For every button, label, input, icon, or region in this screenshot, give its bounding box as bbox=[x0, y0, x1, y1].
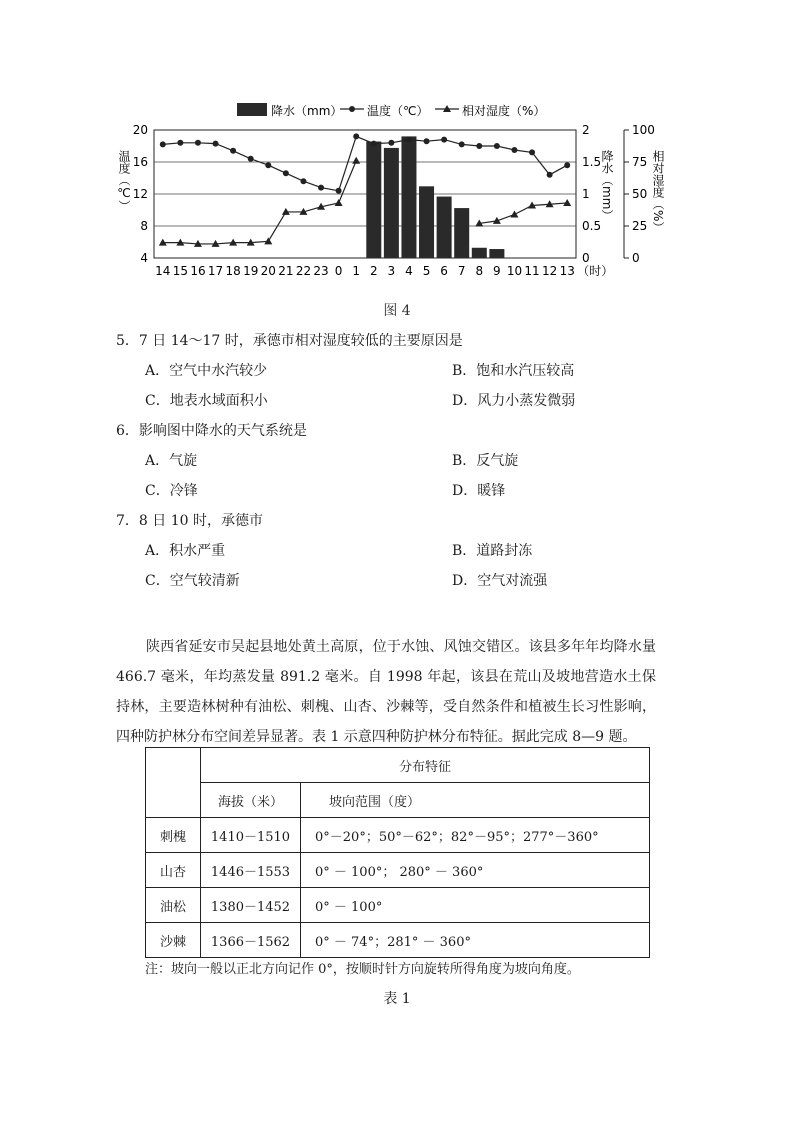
x-tick-label: 10 bbox=[506, 264, 523, 278]
distribution-table bbox=[145, 747, 650, 958]
y-left-tick-label: 4 bbox=[140, 251, 148, 265]
temperature-point bbox=[371, 141, 377, 147]
x-tick-label: 14 bbox=[155, 264, 171, 278]
temperature-point bbox=[177, 140, 183, 146]
table-caption: 表 1 bbox=[383, 991, 411, 1007]
x-axis-suffix: （时） bbox=[577, 264, 614, 278]
y-mid-tick-label: 1 bbox=[582, 187, 590, 201]
tree-name: 山杏 bbox=[146, 853, 201, 888]
table-note: 注：坡向一般以正北方向记作 0°，按顺时针方向旋转所得角度为坡向角度。 bbox=[145, 962, 580, 977]
tree-name: 油松 bbox=[146, 888, 201, 923]
x-tick-label: 8 bbox=[475, 264, 484, 278]
temperature-point bbox=[388, 140, 394, 146]
q5-option-b: B．饱和水汽压较高 bbox=[452, 363, 575, 379]
table-row bbox=[146, 853, 650, 888]
y-right-tick-label: 50 bbox=[632, 187, 648, 201]
slope-range: 0° － 100°； 280° － 360° bbox=[301, 853, 650, 888]
temperature-point bbox=[248, 156, 254, 162]
table-row bbox=[146, 818, 650, 853]
x-tick-label: 22 bbox=[295, 264, 312, 278]
temperature-point bbox=[441, 137, 447, 143]
y-mid-tick-label: 0.5 bbox=[582, 219, 602, 233]
precip-bar bbox=[366, 142, 381, 258]
x-tick-label: 4 bbox=[405, 264, 413, 278]
legend-humid-label: 相对湿度（%） bbox=[462, 104, 546, 118]
q6-option-b: B．反气旋 bbox=[452, 453, 519, 469]
legend bbox=[237, 103, 545, 118]
x-tick-label: 3 bbox=[387, 264, 396, 278]
precip-bar bbox=[472, 248, 487, 258]
temperature-point bbox=[318, 185, 324, 191]
temperature-point bbox=[213, 141, 219, 147]
altitude-range: 1410－1510 bbox=[201, 818, 301, 853]
q5-option-d: D．风力小蒸发微弱 bbox=[452, 393, 576, 409]
table-row bbox=[146, 923, 650, 958]
humidity-line bbox=[163, 161, 356, 244]
table-col-slope: 坡向范围（度） bbox=[301, 783, 650, 818]
x-tick-label: 21 bbox=[278, 264, 294, 278]
y-right-tick-label: 25 bbox=[632, 219, 648, 233]
y-right-tick-label: 100 bbox=[632, 123, 655, 137]
y-mid-tick-label: 1.5 bbox=[582, 155, 602, 169]
altitude-range: 1366－1562 bbox=[201, 923, 301, 958]
altitude-range: 1446－1553 bbox=[201, 853, 301, 888]
x-tick-label: 23 bbox=[313, 264, 329, 278]
q6-option-a: A．气旋 bbox=[145, 453, 198, 469]
temperature-point bbox=[424, 138, 430, 144]
x-tick-label: 11 bbox=[524, 264, 540, 278]
precip-bar bbox=[384, 148, 399, 258]
x-tick-label: 12 bbox=[541, 264, 558, 278]
x-tick-label: 20 bbox=[260, 264, 276, 278]
y-mid-tick-label: 2 bbox=[582, 123, 590, 137]
table-row bbox=[146, 888, 650, 923]
q7-option-c: C．空气较清新 bbox=[145, 573, 240, 589]
x-tick-label: 0 bbox=[334, 264, 343, 278]
y-right-tick-label: 75 bbox=[632, 155, 648, 169]
precip-bar bbox=[437, 197, 452, 258]
q6-option-c: C．冷锋 bbox=[145, 483, 198, 499]
precip-bar bbox=[419, 186, 434, 258]
x-tick-label: 5 bbox=[422, 264, 431, 278]
question-7-stem: 7．8 日 10 时，承德市 bbox=[116, 513, 263, 529]
temperature-point bbox=[353, 133, 359, 139]
temperature-line bbox=[163, 136, 567, 190]
precip-bar bbox=[401, 136, 416, 258]
temperature-point bbox=[494, 143, 500, 149]
question-5-stem: 5．7 日 14～17 时，承德市相对湿度较低的主要原因是 bbox=[116, 333, 463, 349]
legend-precip-label: 降水（mm） bbox=[271, 104, 343, 118]
temperature-point bbox=[406, 137, 412, 143]
precip-bar bbox=[489, 249, 504, 258]
x-tick-label: 2 bbox=[369, 264, 378, 278]
x-tick-label: 16 bbox=[190, 264, 206, 278]
q7-option-d: D．空气对流强 bbox=[452, 573, 548, 589]
temperature-point bbox=[476, 143, 482, 149]
altitude-range: 1380－1452 bbox=[201, 888, 301, 923]
q5-option-c: C．地表水域面积小 bbox=[145, 393, 268, 409]
y-right-tick-label: 0 bbox=[632, 251, 640, 265]
climate-chart bbox=[110, 96, 670, 286]
x-tick-label: 7 bbox=[457, 264, 466, 278]
x-tick-label: 13 bbox=[559, 264, 575, 278]
x-tick-label: 19 bbox=[243, 264, 259, 278]
humidity-point bbox=[563, 199, 571, 206]
slope-range: 0°－20°；50°－62°；82°－95°；277°－360° bbox=[301, 818, 650, 853]
humidity-line bbox=[479, 203, 567, 223]
q7-option-b: B．道路封冻 bbox=[452, 543, 533, 559]
y-mid-tick-label: 0 bbox=[582, 251, 590, 265]
table-group-header: 分布特征 bbox=[201, 748, 650, 783]
question-6-stem: 6．影响图中降水的天气系统是 bbox=[116, 423, 307, 439]
y-left-tick-label: 16 bbox=[132, 155, 148, 169]
temperature-point bbox=[511, 147, 517, 153]
slope-range: 0° － 74°；281° － 360° bbox=[301, 923, 650, 958]
legend-precip-swatch bbox=[237, 103, 267, 116]
temperature-point bbox=[529, 149, 535, 155]
tree-name: 沙棘 bbox=[146, 923, 201, 958]
legend-temp-label: 温度（℃） bbox=[367, 104, 429, 118]
x-tick-label: 18 bbox=[225, 264, 241, 278]
temperature-point bbox=[283, 170, 289, 176]
table-col-altitude: 海拔（米） bbox=[201, 783, 301, 818]
x-tick-label: 9 bbox=[493, 264, 501, 278]
humidity-point bbox=[352, 157, 360, 164]
temperature-point bbox=[160, 141, 166, 147]
x-tick-label: 17 bbox=[207, 264, 224, 278]
y-left-axis-title: 温度（℃） bbox=[117, 150, 131, 212]
x-tick-label: 1 bbox=[352, 264, 361, 278]
temperature-point bbox=[300, 178, 306, 184]
plot-area bbox=[117, 123, 665, 278]
q7-option-a: A．积水严重 bbox=[145, 543, 226, 559]
x-tick-label: 15 bbox=[172, 264, 189, 278]
figure-caption: 图 4 bbox=[383, 303, 411, 319]
y-left-tick-label: 8 bbox=[140, 219, 148, 233]
precip-bar bbox=[454, 208, 469, 258]
legend-temp-marker bbox=[349, 106, 355, 112]
temperature-point bbox=[336, 188, 342, 194]
y-left-tick-label: 12 bbox=[132, 187, 148, 201]
temperature-point bbox=[195, 140, 201, 146]
table-corner-cell bbox=[146, 748, 201, 818]
y-mid-axis-title: 降水（mm） bbox=[600, 150, 614, 222]
x-tick-label: 6 bbox=[440, 264, 448, 278]
y-right-axis-title: 相对湿度（%） bbox=[651, 150, 665, 234]
slope-range: 0° － 100° bbox=[301, 888, 650, 923]
tree-name: 刺槐 bbox=[146, 818, 201, 853]
y-left-tick-label: 20 bbox=[132, 123, 148, 137]
temperature-point bbox=[459, 141, 465, 147]
passage: 陕西省延安市吴起县地处黄土高原，位于水蚀、风蚀交错区。该县多年年均降水量 466.7 毫米，年均蒸发量 891.2 毫米。自 1998 年起，该县在荒山及坡地营造水土保持林，主要造林树种有油松、刺槐、山杏、沙棘等，受自然条件和植被生长习性影响，四种防护林分布空间差异显著。表 1 示意四种防护林分布特征。据此完成 8—9 题。 bbox=[116, 639, 656, 745]
q6-option-d: D．暖锋 bbox=[452, 483, 506, 499]
temperature-point bbox=[547, 172, 553, 178]
q5-option-a: A．空气中水汽较少 bbox=[145, 363, 268, 379]
temperature-point bbox=[564, 162, 570, 168]
temperature-point bbox=[265, 162, 271, 168]
temperature-point bbox=[230, 148, 236, 154]
